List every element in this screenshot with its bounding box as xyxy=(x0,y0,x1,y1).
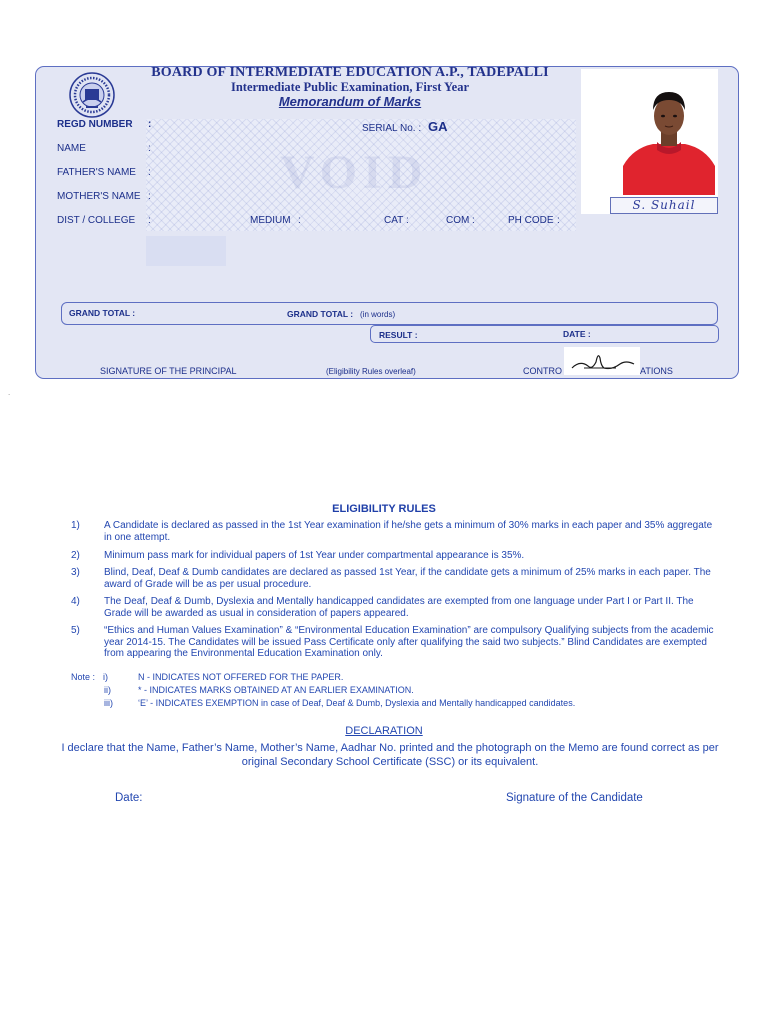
principal-signature-label: SIGNATURE OF THE PRINCIPAL xyxy=(100,366,237,376)
fathers-name-label: FATHER'S NAME xyxy=(57,167,136,178)
controller-label-start: CONTRO xyxy=(523,366,562,376)
candidate-photo-signature: S. Suhail xyxy=(610,197,718,214)
com-label: COM xyxy=(446,215,470,226)
declaration-title: DECLARATION xyxy=(345,725,423,737)
controller-signature xyxy=(566,348,640,374)
eligibility-note: (Eligibility Rules overleaf) xyxy=(326,367,416,376)
cat-label: CAT xyxy=(384,215,404,226)
date-label: DATE : xyxy=(563,329,591,339)
note-text: * - INDICATES MARKS OBTAINED AT AN EARLIER EXAMINATION. xyxy=(138,685,414,695)
regd-number-label: REGD NUMBER xyxy=(57,119,133,130)
declaration-text: I declare that the Name, Father’s Name, Mother’s Name, Aadhar No. printed and the photograph on the Memo are found correct as per original Secondary School Certificate (SSC) or its equivalent. xyxy=(61,742,719,768)
serial-value: GA xyxy=(428,119,448,134)
note-text: ‘E’ - INDICATES EXEMPTION in case of Deaf, Deaf & Dumb, Dyslexia and Mentally handicapped candidates. xyxy=(138,698,576,708)
note-label: Note : xyxy=(71,672,96,682)
eligibility-rules-title: ELIGIBILITY RULES xyxy=(332,503,436,515)
grand-total-words-label: GRAND TOTAL : xyxy=(287,309,354,319)
result-box xyxy=(370,325,719,343)
serial-label: SERIAL No. : xyxy=(362,123,422,134)
medium-colon: : xyxy=(298,215,301,226)
candidate-photo xyxy=(623,84,715,195)
rule-text: “Ethics and Human Values Examination” & “Environmental Education Examination” are compulsory Qualifying subjects from the academic year 2014-15. The Candidates will be issued Pass Certificate only after qualifying the said two subjects.” Blind Candidates are exempted from appearing the Environmental Education Examination only. xyxy=(104,625,714,659)
dist-college-label: DIST / COLLEGE xyxy=(57,215,136,226)
controller-label-end: ATIONS xyxy=(640,366,673,376)
name-colon: : xyxy=(148,143,151,154)
cat-colon: : xyxy=(406,215,409,226)
mothers-name-colon: : xyxy=(148,191,151,202)
rule-number: 1) xyxy=(71,520,80,531)
ph-code-colon: : xyxy=(557,215,560,226)
blank-field-box xyxy=(146,236,226,266)
rule-text: Blind, Deaf, Deaf & Dumb candidates are declared as passed 1st Year, if the candidate gets a minimum of 25% marks in each paper. The award of Grade will be as per usual procedure. xyxy=(104,567,711,590)
note-number: iii) xyxy=(104,698,113,708)
ph-code-label: PH CODE xyxy=(508,215,554,226)
board-seal-logo xyxy=(68,71,116,119)
rule-text: Minimum pass mark for individual papers of 1st Year under compartmental appearance is 35%. xyxy=(104,550,525,561)
rule-number: 2) xyxy=(71,550,80,561)
void-watermark: VOID xyxy=(280,146,429,199)
name-label: NAME xyxy=(57,143,86,154)
dist-college-colon: : xyxy=(148,215,151,226)
fathers-name-colon: : xyxy=(148,167,151,178)
board-title: BOARD OF INTERMEDIATE EDUCATION A.P., TADEPALLI xyxy=(151,65,549,80)
grand-total-words-suffix: (in words) xyxy=(360,310,396,319)
declaration-date-label: Date: xyxy=(115,792,143,804)
rule-text: A Candidate is declared as passed in the 1st Year examination if he/she gets a minimum of 30% marks in each paper and 35% aggregate in one attempt. xyxy=(104,520,713,543)
rule-number: 4) xyxy=(71,596,80,607)
rule-number: 5) xyxy=(71,625,80,636)
com-colon: : xyxy=(472,215,475,226)
regd-number-colon: : xyxy=(148,119,152,130)
stray-mark: . xyxy=(8,388,11,397)
memo-title: Memorandum of Marks xyxy=(278,94,422,109)
exam-title: Intermediate Public Examination, First Year xyxy=(230,80,470,94)
mothers-name-label: MOTHER'S NAME xyxy=(57,191,141,202)
note-text: N - INDICATES NOT OFFERED FOR THE PAPER. xyxy=(138,672,344,682)
medium-label: MEDIUM xyxy=(250,215,291,226)
candidate-signature-label: Signature of the Candidate xyxy=(506,792,643,804)
note-number: ii) xyxy=(104,685,111,695)
rule-text: The Deaf, Deaf & Dumb, Dyslexia and Mentally handicapped candidates are exempted from one language under Part I or Part II. The Grade will be awarded as usual in consideration of papers appeared. xyxy=(104,596,694,619)
note-number: i) xyxy=(103,672,108,682)
grand-total-label: GRAND TOTAL : xyxy=(69,308,136,318)
rule-number: 3) xyxy=(71,567,80,578)
result-label: RESULT : xyxy=(379,330,418,340)
